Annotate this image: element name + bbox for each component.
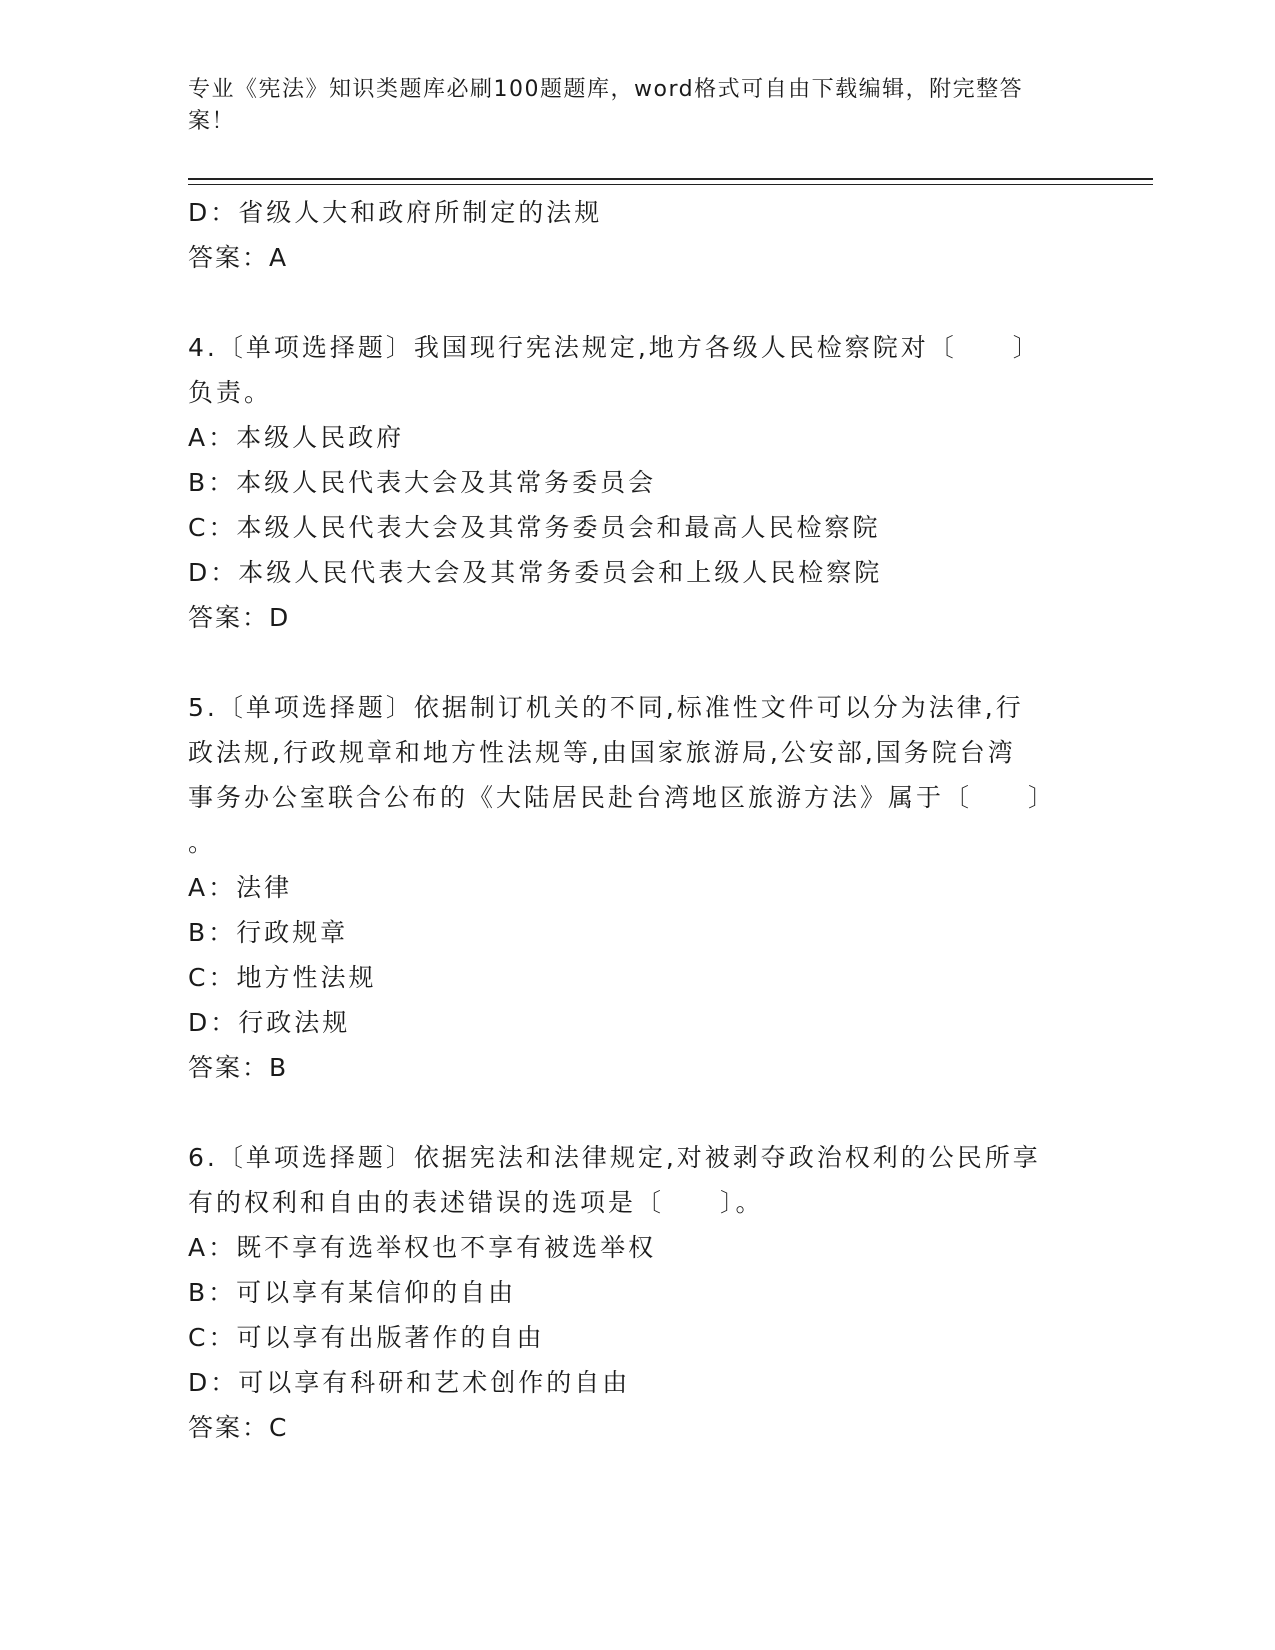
option-c: C：本级人民代表大会及其常务委员会和最高人民检察院 (188, 513, 881, 542)
document-header (188, 74, 1068, 138)
answer-line: 答案：A (188, 243, 289, 272)
question-text: 有的权利和自由的表述错误的选项是〔 〕。 (188, 1188, 764, 1217)
question-text: 负责。 (188, 378, 273, 407)
option-b: B：行政规章 (188, 918, 349, 947)
option-a: A：既不享有选举权也不享有被选举权 (188, 1233, 657, 1262)
question-4 (188, 325, 1088, 640)
option-a: A：本级人民政府 (188, 423, 405, 452)
question-text: 。 (188, 828, 217, 857)
question-text: 政法规,行政规章和地方性法规等,由国家旅游局,公安部,国务院台湾 (188, 738, 1016, 767)
option-b: B：本级人民代表大会及其常务委员会 (188, 468, 657, 497)
answer-line: 答案：D (188, 603, 291, 632)
answer-line: 答案：C (188, 1413, 289, 1442)
question-content (188, 190, 1088, 1450)
header-line: 案！ (188, 109, 236, 134)
option-a: A：法律 (188, 873, 293, 902)
option-d: D：省级人大和政府所制定的法规 (188, 198, 603, 227)
question-text: 5.〔单项选择题〕依据制订机关的不同,标准性文件可以分为法律,行 (188, 693, 1024, 722)
option-c: C：可以享有出版著作的自由 (188, 1323, 545, 1352)
question-text: 事务办公室联合公布的《大陆居民赴台湾地区旅游方法》属于〔 〕 (188, 783, 1057, 812)
option-d: D：行政法规 (188, 1008, 351, 1037)
question-text: 6.〔单项选择题〕依据宪法和法律规定,对被剥夺政治权利的公民所享 (188, 1143, 1041, 1172)
option-b: B：可以享有某信仰的自由 (188, 1278, 517, 1307)
header-line: 专业《宪法》知识类题库必刷100题题库，word格式可自由下载编辑，附完整答 (188, 77, 1024, 102)
option-d: D：可以享有科研和艺术创作的自由 (188, 1368, 631, 1397)
question-5 (188, 685, 1088, 1090)
option-d: D：本级人民代表大会及其常务委员会和上级人民检察院 (188, 558, 883, 587)
answer-line: 答案：B (188, 1053, 289, 1082)
header-divider (188, 184, 1153, 185)
header-divider (188, 178, 1153, 180)
question-6 (188, 1135, 1088, 1450)
option-c: C：地方性法规 (188, 963, 377, 992)
question-text: 4.〔单项选择题〕我国现行宪法规定,地方各级人民检察院对〔 〕 (188, 333, 1041, 362)
